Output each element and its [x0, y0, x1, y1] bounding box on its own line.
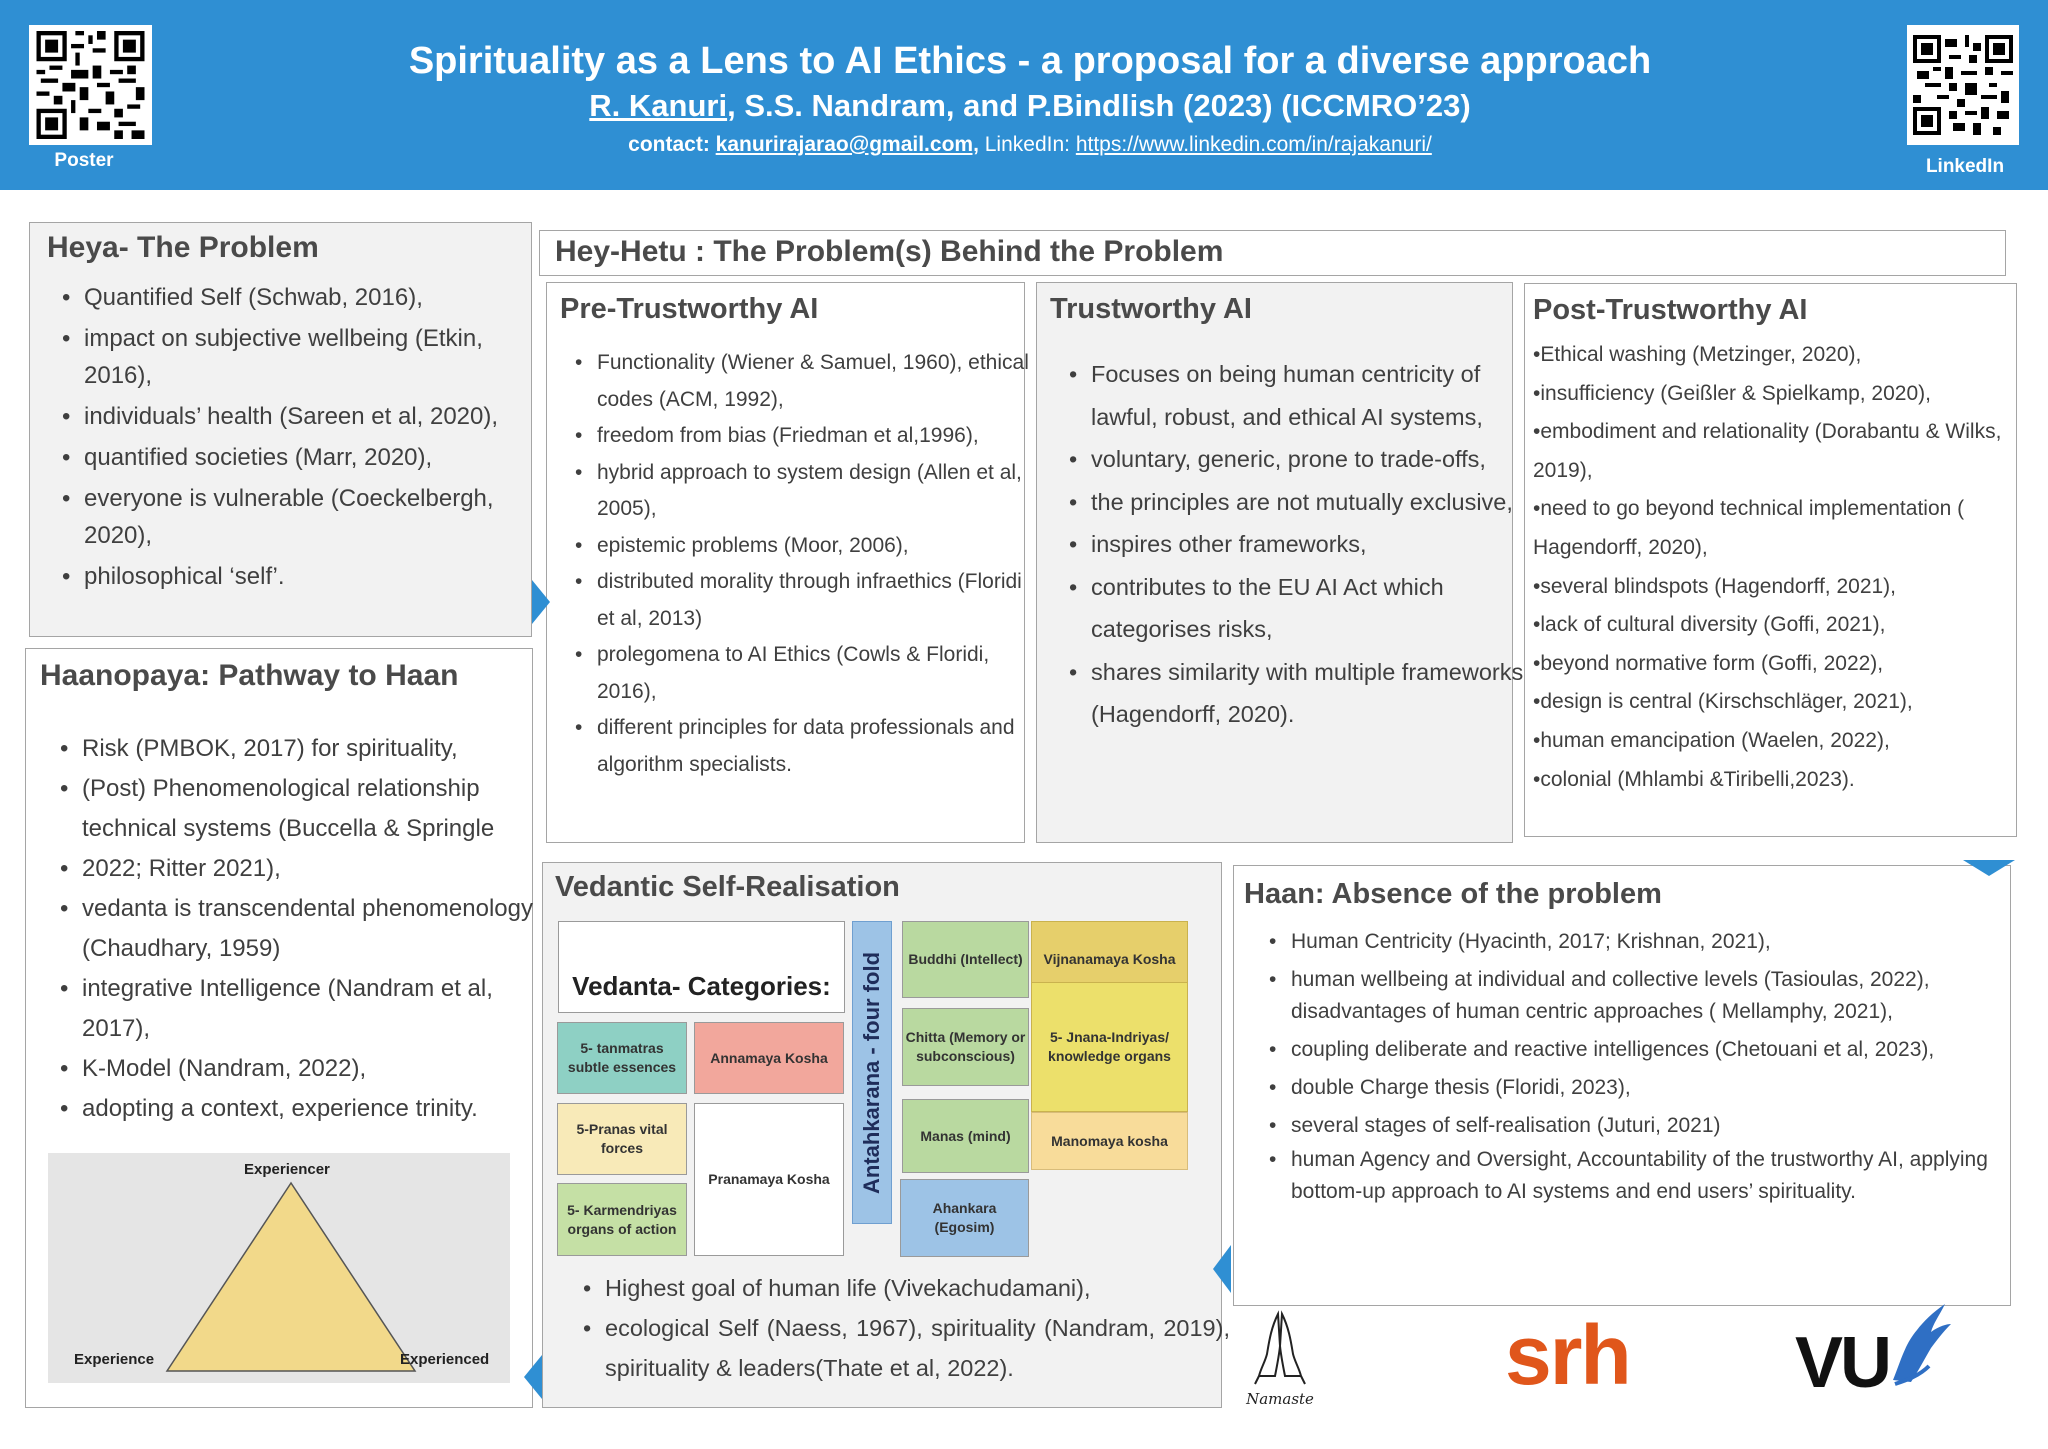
trustworthy-panel	[1036, 282, 1524, 843]
chitta-cell: Chitta (Memory or subconscious)	[902, 1008, 1029, 1086]
heyhetu-panel	[539, 230, 2006, 276]
jnana-indriyas-cell: 5- Jnana-Indriyas/ knowledge organs	[1031, 982, 1188, 1112]
list-item: • individuals’ health (Sareen et al, 2020),	[84, 398, 554, 435]
linkedin-qr-caption: LinkedIn	[1925, 156, 2005, 177]
pre-trustworthy-panel	[546, 282, 1029, 843]
list-item: • Human Centricity (Hyacinth, 2017; Krishnan, 2021),	[1291, 926, 2036, 958]
griffin-icon	[1883, 1300, 1953, 1390]
flow-arrow-left	[524, 1355, 542, 1399]
haan-title: Haan: Absence of the problem	[1244, 878, 1662, 910]
list-item: • several stages of self-realisation (Juturi, 2021)	[1291, 1110, 2036, 1142]
list-item: •lack of cultural diversity (Goffi, 2021),	[1533, 613, 1886, 637]
list-item: • integrative Intelligence (Nandram et al, 2017),	[82, 969, 552, 1049]
list-item: •colonial (Mhlambi &Tiribelli,2023).	[1533, 767, 1855, 791]
vijnanamaya-kosha-cell: Vijnanamaya Kosha	[1031, 921, 1188, 998]
list-item: • 2022; Ritter 2021),	[82, 849, 552, 889]
list-item: • the principles are not mutually exclusive,	[1091, 481, 1531, 524]
list-item: •insufficiency (Geißler & Spielkamp, 2020),	[1533, 381, 1931, 405]
list-item: • distributed morality through infraethics (Floridi et al, 2013)	[597, 564, 1037, 637]
contact-label: contact:	[628, 133, 716, 156]
list-item: • K-Model (Nandram, 2022),	[82, 1049, 552, 1089]
haanopaya-panel	[25, 648, 533, 1408]
heya-title: Heya- The Problem	[47, 231, 319, 264]
list-item: • voluntary, generic, prone to trade-offs,	[1091, 438, 1531, 481]
flow-arrow-down	[1963, 860, 2015, 876]
linkedin-qr-code[interactable]	[1907, 25, 2019, 145]
list-item: • inspires other frameworks,	[1091, 523, 1531, 566]
linkedin-link[interactable]: https://www.linkedin.com/in/rajakanuri/	[1075, 133, 1432, 156]
flow-arrow-left	[1213, 1245, 1231, 1293]
poster-contact	[280, 133, 1780, 157]
vu-text: VU	[1795, 1323, 1890, 1403]
list-item: • freedom from bias (Friedman et al,1996),	[597, 418, 1037, 455]
trinity-triangle	[48, 1153, 510, 1383]
linkedin-label: LinkedIn:	[978, 133, 1076, 156]
buddhi-cell: Buddhi (Intellect)	[902, 921, 1029, 998]
list-item: • hybrid approach to system design (Allen et al, 2005),	[597, 455, 1037, 528]
namaste-text: Namaste	[1246, 1390, 1314, 1408]
list-item: •embodiment and relationality (Dorabantu & Wilks, 2019),	[1533, 420, 2002, 482]
list-item: • different principles for data professionals and algorithm specialists.	[597, 710, 1037, 783]
pre-trustworthy-title: Pre-Trustworthy AI	[560, 293, 819, 325]
list-item: •human emancipation (Waelen, 2022),	[1533, 728, 1890, 752]
list-item: • Focuses on being human centricity of lawful, robust, and ethical AI systems,	[1091, 353, 1531, 438]
namaste-logo	[1245, 1310, 1315, 1410]
praying-hands-icon	[1245, 1310, 1315, 1385]
post-trustworthy-title: Post-Trustworthy AI	[1533, 294, 1808, 326]
annamaya-kosha-cell: Annamaya Kosha	[694, 1022, 844, 1094]
list-item: •several blindspots (Hagendorff, 2021),	[1533, 574, 1897, 598]
list-item: • (Post) Phenomenological relationship technical systems (Buccella & Springle	[82, 769, 552, 849]
list-item: • everyone is vulnerable (Coeckelbergh, 2020),	[84, 480, 554, 554]
srh-logo: srh	[1505, 1308, 1630, 1402]
triangle-right-label: Experienced	[400, 1351, 490, 1368]
haanopaya-list	[50, 729, 552, 1129]
manas-cell: Manas (mind)	[902, 1099, 1029, 1173]
post-trustworthy-panel	[1524, 283, 2017, 837]
manomaya-kosha-cell: Manomaya kosha	[1031, 1112, 1188, 1170]
trinity-diagram	[48, 1153, 510, 1383]
list-item: • shares similarity with multiple frameworks (Hagendorff, 2020).	[1091, 651, 1531, 736]
heya-list	[52, 279, 554, 595]
heyhetu-title: Hey-Hetu : The Problem(s) Behind the Problem	[555, 235, 1224, 268]
ahankara-cell: Ahankara (Egosim)	[900, 1179, 1029, 1257]
list-item: • quantified societies (Marr, 2020),	[84, 439, 554, 476]
triangle-top-label: Experiencer	[244, 1161, 330, 1178]
list-item: • Risk (PMBOK, 2017) for spirituality,	[82, 729, 552, 769]
vu-logo	[1795, 1300, 1955, 1410]
list-item: •Ethical washing (Metzinger, 2020),	[1533, 343, 1862, 366]
list-item: • philosophical ‘self’.	[84, 558, 554, 595]
list-item: • Highest goal of human life (Vivekachudamani),	[605, 1268, 1230, 1308]
karmendriyas-cell: 5- Karmendriyas organs of action	[557, 1183, 687, 1256]
list-item: • ecological Self (Naess, 1967), spirituality (Nandram, 2019), spirituality & leaders(Thate et al, 2022).	[605, 1308, 1230, 1388]
co-authors: , S.S. Nandram, and P.Bindlish (2023) (ICCMRO’23)	[727, 88, 1471, 123]
haan-panel	[1233, 865, 2011, 1306]
list-item: •beyond normative form (Goffi, 2022),	[1533, 651, 1884, 675]
list-item: • prolegomena to AI Ethics (Cowls & Floridi, 2016),	[597, 637, 1037, 710]
list-item: • vedanta is transcendental phenomenology (Chaudhary, 1959)	[82, 889, 552, 969]
list-item: • double Charge thesis (Floridi, 2023),	[1291, 1072, 2036, 1104]
list-item: • impact on subjective wellbeing (Etkin, 2016),	[84, 320, 554, 394]
antahkarana-label: Antahkarana - four fold	[859, 951, 884, 1194]
list-item: • human Agency and Oversight, Accountability of the trustworthy AI, applying bottom-up approach to AI systems and end users’ spirituality.	[1291, 1144, 2036, 1208]
poster-qr-caption: Poster	[54, 150, 114, 171]
pranamaya-kosha-cell: Pranamaya Kosha	[694, 1103, 844, 1256]
list-item: • adopting a context, experience trinity.	[82, 1089, 552, 1129]
poster-qr-code[interactable]	[29, 25, 152, 145]
list-item: • Quantified Self (Schwab, 2016),	[84, 279, 554, 316]
pranas-cell: 5-Pranas vital forces	[557, 1103, 687, 1175]
trustworthy-list	[1059, 353, 1531, 736]
list-item: • contributes to the EU AI Act which categorises risks,	[1091, 566, 1531, 651]
lead-author: R. Kanuri	[589, 88, 728, 123]
flow-arrow-right	[532, 580, 550, 624]
pre-trustworthy-list	[565, 345, 1037, 783]
triangle-left-label: Experience	[74, 1351, 155, 1368]
list-item: • human wellbeing at individual and collective levels (Tasioulas, 2022), disadvantages of human centric approaches ( Mellamphy, 2021),	[1291, 964, 2036, 1028]
list-item: • epistemic problems (Moor, 2006),	[597, 528, 1037, 565]
vedanta-categories-label: Vedanta- Categories:	[572, 971, 831, 1001]
contact-email-link[interactable]: kanurirajarao@gmail.com,	[715, 133, 979, 156]
poster-authors	[280, 88, 1780, 124]
tanmatras-cell: 5- tanmatras subtle essences	[557, 1022, 687, 1094]
poster-title: Spirituality as a Lens to AI Ethics - a proposal for a diverse approach	[408, 40, 1652, 82]
haanopaya-title: Haanopaya: Pathway to Haan	[40, 659, 459, 692]
qr-icon	[35, 31, 146, 139]
list-item: •need to go beyond technical implementation ( Hagendorff, 2020),	[1533, 497, 1965, 559]
post-trustworthy-list	[1533, 336, 2008, 799]
heya-panel	[29, 222, 532, 637]
trustworthy-title: Trustworthy AI	[1050, 293, 1252, 325]
vedantic-title: Vedantic Self-Realisation	[555, 871, 900, 903]
vedantic-list	[573, 1268, 1230, 1388]
vedanta-categories-box	[558, 921, 845, 1013]
antahkarana-label-bar	[852, 921, 892, 1224]
haan-list	[1259, 926, 2036, 1208]
list-item: • coupling deliberate and reactive intelligences (Chetouani et al, 2023),	[1291, 1034, 2036, 1066]
qr-icon	[1913, 31, 2013, 139]
list-item: • Functionality (Wiener & Samuel, 1960), ethical codes (ACM, 1992),	[597, 345, 1037, 418]
list-item: •design is central (Kirschschläger, 2021),	[1533, 690, 1913, 714]
